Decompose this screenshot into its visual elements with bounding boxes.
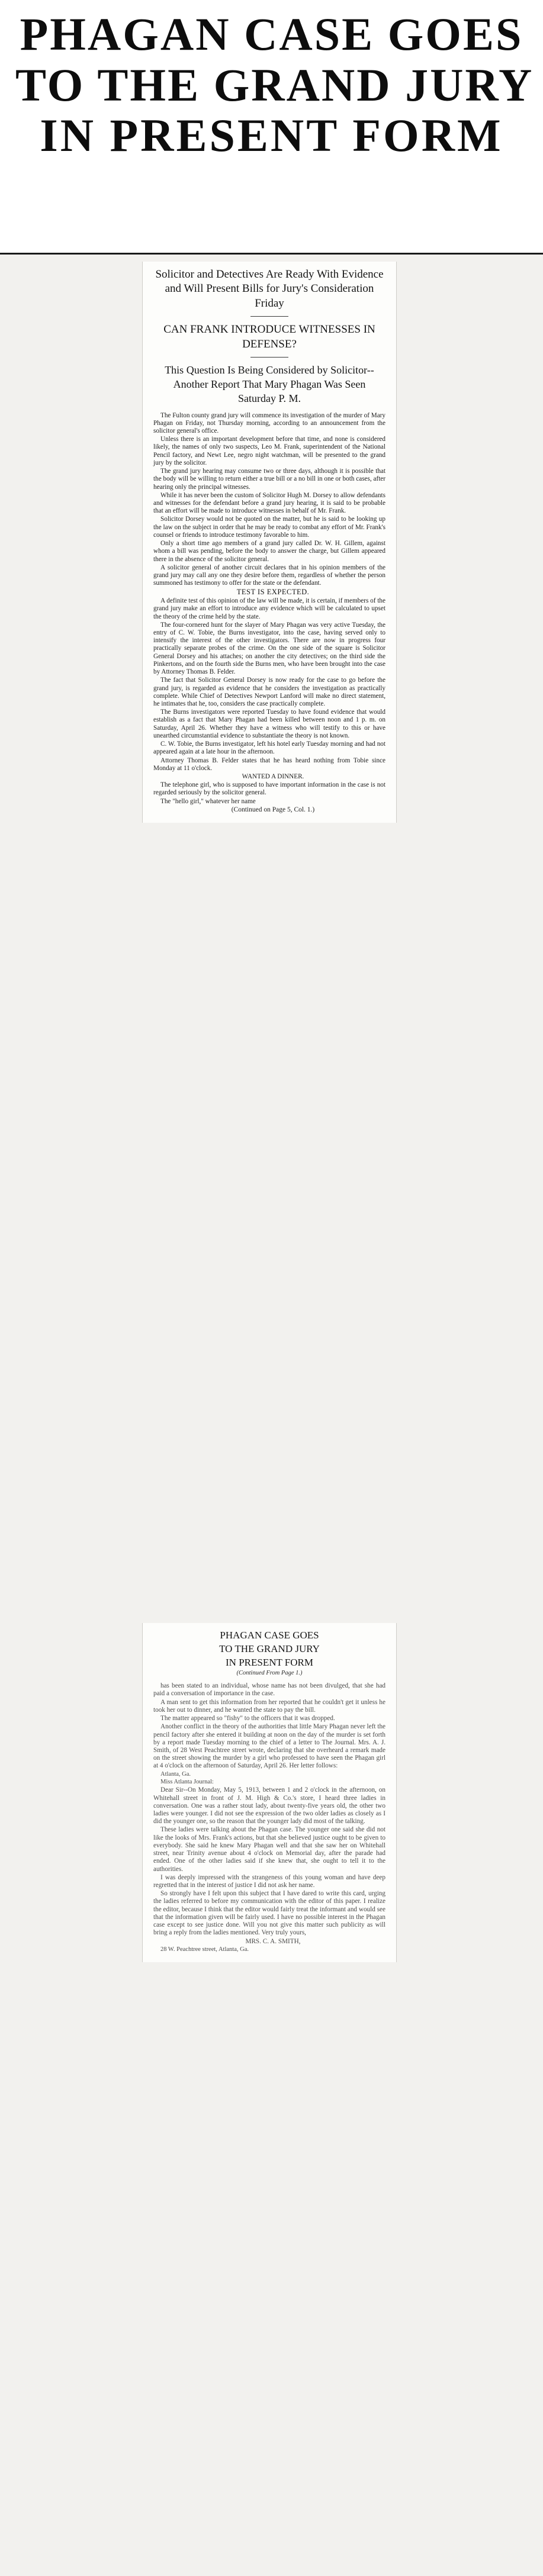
deck-line-3: This Question Is Being Considered by Solicitor--Another Report That Mary Phagan Was Seen Saturday P. M.	[165, 364, 374, 404]
paragraph: The Fulton county grand jury will commence its investigation of the murder of Mary Phagan on Friday, not Thursday morning, according to an announcement from the solicitor general's office.	[153, 411, 385, 434]
article-column-two	[142, 1623, 397, 1962]
paragraph: has been stated to an individual, whose name has not been divulged, that she had paid a conversation of importance in the case.	[153, 1682, 385, 1698]
paragraph: These ladies were talking about the Phagan case. The younger one said she did not like the looks of Mrs. Frank's actions, but that she believed justice ought to be given to everybody. She said he knew Mary Phagan well and that she saw her on Whitehall street, near Trinity avenue about 4 o'clock on Memorial day, after the parade had ended. One of the other ladies said if she knew that, she ought to tell it to the authorities.	[153, 1826, 385, 1873]
jump-headline-line-3: IN PRESENT FORM	[226, 1657, 313, 1669]
article-body-one	[153, 412, 385, 814]
jump-headline-line-2: TO THE GRAND JURY	[219, 1643, 320, 1655]
paragraph: The matter appeared so "fishy" to the officers that it was dropped.	[160, 1715, 335, 1722]
paragraph: Unless there is an important development before that time, and none is considered likely, the names of only two suspects, Leo M. Frank, superintendent of the National Pencil factory, and Newt Lee, negro night watchman, will be presented to the grand jury by the solicitor.	[153, 436, 385, 466]
main-headline	[0, 0, 543, 255]
paragraph: C. W. Tobie, the Burns investigator, left his hotel early Tuesday morning and had not appeared again at a late hour in the afternoon.	[153, 740, 385, 756]
paragraph: The grand jury hearing may consume two or three days, although it is possible that the body will be willing to return either a true bill or a no bill in one or both cases, after hearing only the principal witnesses.	[153, 468, 385, 491]
paragraph: A man sent to get this information from her reported that he couldn't get it unless he took her out to dinner, and he wanted the state to pay the bill.	[153, 1698, 385, 1714]
headline-line-1: PHAGAN CASE GOES	[20, 8, 523, 60]
paragraph: I was deeply impressed with the strangeness of this young woman and have deep regretted that in the interest of justice I did not ask her name.	[153, 1873, 385, 1889]
letter-salutation-place: Atlanta, Ga.	[160, 1770, 191, 1778]
deck-divider-2	[250, 357, 288, 358]
paragraph: A definite test of this opinion of the law will be made, it is certain, if members of the grand jury make an effort to introduce any evidence which will be calculated to upset the theory of the crime held by the state.	[153, 597, 385, 620]
deck-line-2: CAN FRANK INTRODUCE WITNESSES IN DEFENSE?	[163, 323, 375, 350]
article-body-two	[153, 1682, 385, 1953]
paragraph: A solicitor general of another circuit declares that in his opinion members of the grand jury may call any one they desire before them, regardless of whether the person summoned has testimony to offer for the state or the defendant.	[153, 564, 385, 587]
deck-line-1: Solicitor and Detectives Are Ready With Evidence and Will Present Bills for Jury's Consideration Friday	[155, 268, 384, 310]
paragraph: The Burns investigators were reported Tuesday to have found evidence that would establish as a fact that Mary Phagan had been killed between noon and 1 p. m. on Saturday, April 26. Whether they have a witness who will testify to this or have unearthed circumstantial evidence to substantiate the theory is not known.	[153, 709, 385, 739]
section-subhead: WANTED A DINNER.	[242, 772, 304, 780]
deck-divider-1	[250, 316, 288, 317]
headline-line-2: TO THE GRAND JURY	[15, 59, 534, 111]
continued-note: (Continued on Page 5, Col. 1.)	[231, 806, 315, 813]
letter-signature: MRS. C. A. SMITH,	[245, 1937, 301, 1945]
paragraph: Only a short time ago members of a grand jury called Dr. W. H. Gillem, against whom a bill was pending, before the body to answer the charge, but Gillem appeared there in the absence of the solicitor general.	[153, 540, 385, 563]
paragraph: The telephone girl, who is supposed to have important information in the case is not regarded seriously by the solicitor general.	[153, 781, 385, 797]
paragraph: Solicitor Dorsey would not be quoted on the matter, but he is said to be looking up the law on the subject in order that he may be ready to combat any effort of Mr. Frank's counsel or friends to introduce testimony favorable to him.	[153, 516, 385, 539]
continued-from-note: (Continued From Page 1.)	[236, 1670, 303, 1677]
paragraph: So strongly have I felt upon this subject that I have dared to write this card, urging the ladies referred to before my communication with the editor of this paper. I realize the editor, because I think that the editor would fairly treat the informant and would see that the information given will be fairly used. I have no possible interest in the Phagan case except to see justice done. Will you not give this matter such publicity as will bring a reply from the ladies mentioned. Very truly yours,	[153, 1890, 385, 1937]
subheadline-deck	[153, 268, 385, 406]
letter-address: 28 W. Peachtree street, Atlanta, Ga.	[160, 1946, 249, 1953]
paragraph: Dear Sir--On Monday, May 5, 1913, between 1 and 2 o'clock in the afternoon, on Whitehall street in front of J. M. High & Co.'s store, I heard three ladies in conversation. One was a rather stout lady, about twenty-five years old, the other two ladies were younger. I did not see the expression of the two older ladies as closely as I did the younger one, so the reason that the younger lady did most of the talking.	[153, 1786, 385, 1825]
headline-line-3: IN PRESENT FORM	[40, 110, 503, 162]
paragraph: Another conflict in the theory of the authorities that little Mary Phagan never left the pencil factory after she entered it building at noon on the day of the murder is set forth by a report made Tuesday morning to the chief of a letter to The Journal. Mrs. A. J. Smith, of 28 West Peachtree street wrote, declaring that she overheard a remark made on the street showing the murder by a girl who professed to have seen the Phagan girl at 4 o'clock on the afternoon of Saturday, April 26. Her letter follows:	[153, 1723, 385, 1770]
article-column-one	[142, 262, 397, 823]
paragraph: Attorney Thomas B. Felder states that he has heard nothing from Tobie since Monday at 11 o'clock.	[153, 756, 385, 772]
jump-headline-line-1: PHAGAN CASE GOES	[220, 1630, 319, 1641]
section-subhead: TEST IS EXPECTED.	[236, 588, 310, 597]
paragraph: While it has never been the custom of Solicitor Hugh M. Dorsey to allow defendants and witnesses for the defendant before a grand jury hearing, it is said to be probable that an effort will be made to introduce witnesses in behalf of Mr. Frank.	[153, 491, 385, 515]
paragraph: The "hello girl," whatever her name	[160, 797, 256, 805]
paragraph: The four-cornered hunt for the slayer of Mary Phagan was very active Tuesday, the entry of C. W. Tobie, the Burns investigator, into the case, having served only to intensify the interest of the other investigators. There are now in progress four practically separate probes of the crime. On the one side of the square is Solicitor General Dorsey and his attaches; on another the city detectives; on the third side the Pinkertons, and on the fourth side the Burns men, who have been brought into the case by Attorney Thomas B. Felder.	[153, 621, 385, 676]
paragraph: The fact that Solicitor General Dorsey is now ready for the case to go before the grand jury, is regarded as evidence that he considers the investigation as practically complete. While Chief of Detectives Newport Lanford will make no direct statement, he intimates that he, too, considers the case practically complete.	[153, 677, 385, 707]
letter-recipient: Miss Atlanta Journal:	[160, 1779, 214, 1786]
